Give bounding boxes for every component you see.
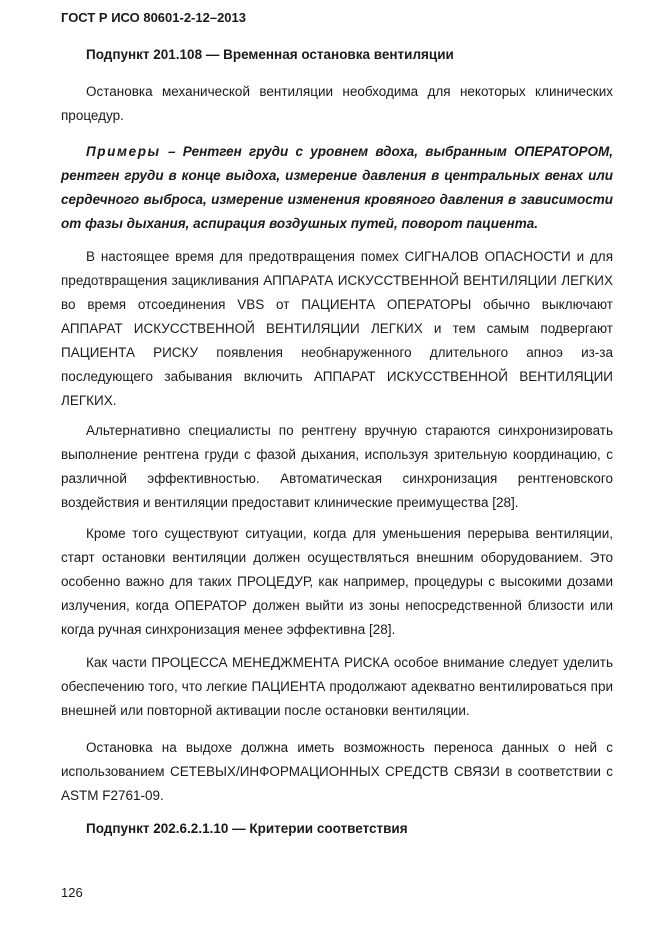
examples-label: Примеры (86, 144, 161, 159)
subclause-heading-202-6-2-1-10: Подпункт 202.6.2.1.10 — Критерии соответствия (86, 821, 408, 836)
paragraph-data-transfer: Остановка на выдохе должна иметь возможность переноса данных о ней с использованием СЕТЕВЫХ/ИНФОРМАЦИОННЫХ СРЕДСТВ СВЯЗИ в соответствии с ASTM F2761-09. (61, 740, 613, 803)
document-header: ГОСТ Р ИСО 80601-2-12–2013 (61, 10, 246, 25)
paragraph-ventilation-stop: Остановка механической вентиляции необходима для некоторых клинических процедур. (61, 84, 613, 123)
paragraph-risk-management: Как части ПРОЦЕССА МЕНЕДЖМЕНТА РИСКА особое внимание следует уделить обеспечению того, что легкие ПАЦИЕНТА продолжают адекватно вентилироваться при внешней или повторной активации после остановки вентиляции. (61, 655, 613, 718)
examples-text: – Рентген груди с уровнем вдоха, выбранным ОПЕРАТОРОМ, рентген груди в конце выдоха, измерение давления в центральных венах или сердечного выброса, измерение изменения кровяного давления в зависимости от фазы дыхания, аспирация воздушных путей, поворот пациента. (61, 144, 613, 231)
paragraph-xray-synchronization: Альтернативно специалисты по рентгену вручную стараются синхронизировать выполнение рентгена груди с фазой дыхания, используя зрительную координацию, с различной эффективностью. Автоматическая синхронизация рентгеновского воздействия и вентиляции предоставит клинические преимущества [28]. (61, 423, 613, 510)
paragraph-external-equipment: Кроме того существуют ситуации, когда для уменьшения перерыва вентиляции, старт остановки вентиляции должен осуществляться внешним оборудованием. Это особенно важно для таких ПРОЦЕДУР, как например, процедуры с высокими дозами излучения, когда ОПЕРАТОР должен выйти из зоны непосредственной близости или когда ручная синхронизация менее эффективна [28]. (61, 526, 613, 637)
page-number: 126 (61, 885, 83, 900)
subclause-heading-201-108: Подпункт 201.108 — Временная остановка вентиляции (86, 47, 454, 62)
paragraph-current-practice: В настоящее время для предотвращения помех СИГНАЛОВ ОПАСНОСТИ и для предотвращения зацикливания АППАРАТА ИСКУССТВЕННОЙ ВЕНТИЛЯЦИИ ЛЕГКИХ во время отсоединения VBS от ПАЦИЕНТА ОПЕРАТОРЫ обычно выключают АППАРАТ ИСКУССТВЕННОЙ ВЕНТИЛЯЦИИ ЛЕГКИХ и тем самым подвергают ПАЦИЕНТА РИСКУ появления необнаруженного длительного апноэ из-за последующего забывания включить АППАРАТ ИСКУССТВЕННОЙ ВЕНТИЛЯЦИИ ЛЕГКИХ. (61, 249, 613, 408)
examples-paragraph (61, 140, 613, 236)
